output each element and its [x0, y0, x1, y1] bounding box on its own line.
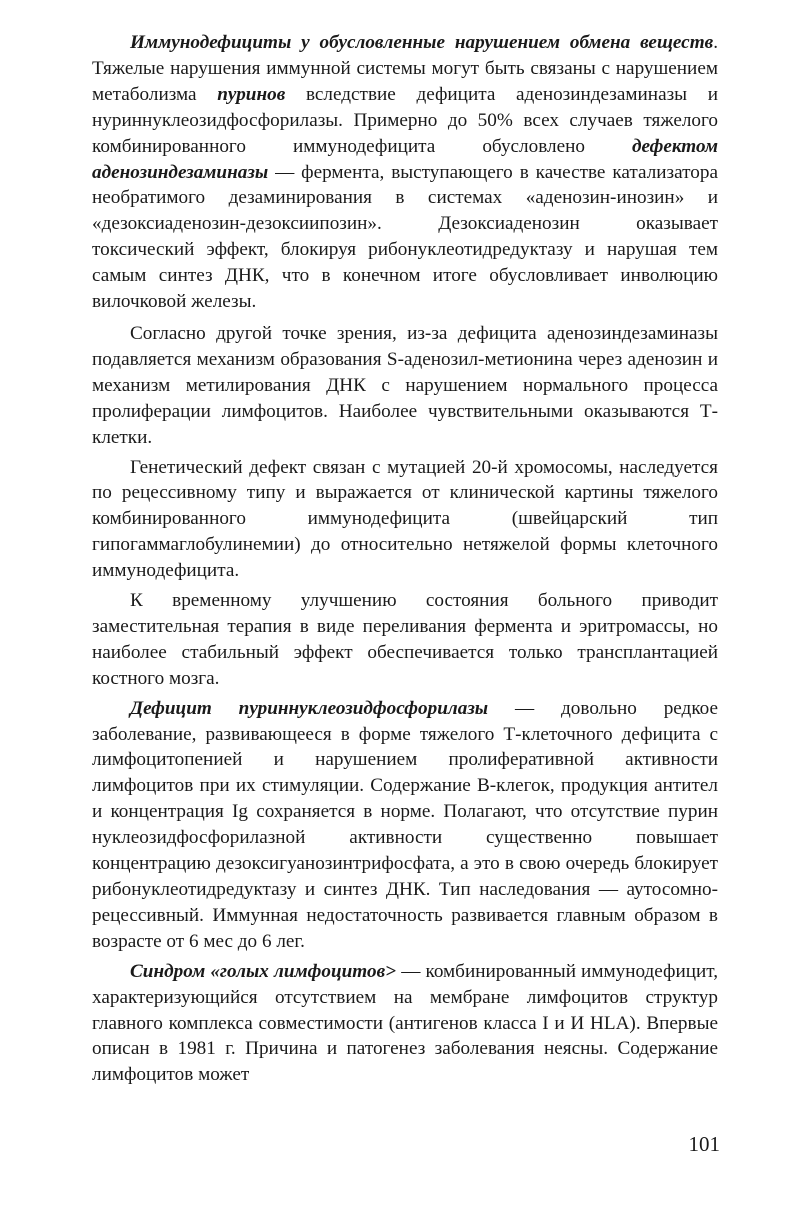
- paragraph-genetic-defect: Генетический дефект связан с мутацией 20-й хромосомы, наследуется по рецессивному типу и выражается от клинической картины тяжелого комбинированного иммунодефицита (швейцарский тип гипогаммаглобулинемии) до относительно нетяжелой формы клеточного иммунодефицита.: [92, 456, 718, 582]
- term-purines: пуринов: [217, 83, 286, 105]
- paragraph-text: — фермента, выступающего в качестве катализатора необратимого дезаминирования в системах «аденозин-инозин» и «дезоксиаденозин-дезоксиипозин». Дезоксиаденозин оказывает токсический эффект, блокируя рибонуклеотидредуктазу и нарушая тем самым синтез ДНК, что в конечном итоге обусловливает инволюцию вилочковой железы.: [92, 161, 718, 313]
- paragraph-text: . Тяжелые нарушения иммунной системы могут быть связаны с нарушением метаболизма: [92, 32, 718, 105]
- paragraph-text: вследствие дефицита аденозиндезаминазы и нуриннуклеозидфосфорилазы. Примерно до 50% всех случаев тяжелого комбинированного иммунодефицита обусловлено: [92, 83, 719, 157]
- paragraph-therapy: К временному улучшению состояния больного приводит заместительная терапия в виде переливания фермента и эритромассы, но наиболее стабильный эффект обеспечивается только трансплантацией костного мозга.: [92, 590, 718, 689]
- paragraph-text: — довольно редкое заболевание, развивающееся в форме тяжелого Т-клеточного дефицита с лимфоцитопенией и нарушением пролиферативной активности лимфоцитов при их стимуляции. Содержание В-клегок, продукция антител и концентрация Ig сохраняется в норме. Полагают, что отсутствие пурин нуклеозидфосфорилазной активности существенно повышает концентрацию дезоксигуанозинтрифосфата, а это в свою очередь блокирует рибонуклеотидредуктазу и синтез ДНК. Тип наследования — аутосомно-рецессивный. Иммунная недостаточность развивается главным образом в возрасте от 6 мес до 6 лег.: [92, 697, 719, 952]
- paragraph-text: — комбинированный иммунодефицит, характеризующийся отсутствием на мембране лимфоцитов структур главного комплекса совместимости (антигенов класса I и И HLA). Впервые описан в 1981 г. Причина и патогенез заболевания неясны. Содержание лимфоцитов может: [92, 960, 718, 1086]
- term-heading: Синдром «голых лимфоцитов>: [130, 960, 397, 982]
- paragraph-pnp-deficiency: [92, 696, 718, 955]
- paragraph-bare-lymphocyte-syndrome: [92, 959, 718, 1089]
- paragraph-immunodeficiency-metabolic: [92, 30, 718, 315]
- term-heading: Иммунодефициты у обусловленные нарушением обмена веществ: [130, 32, 714, 53]
- paragraph-alternative-view: Согласно другой точке зрения, из-за дефицита аденозиндезаминазы подавляется механизм образования S-аденозил-метионина через аденозин и механизм метилирования ДНК с нарушением нормального процесса пролиферации лимфоцитов. Наиболее чувствительными оказываются Т-клетки.: [92, 322, 718, 448]
- page-body: [92, 30, 718, 1092]
- term-heading: Дефицит пуриннуклеозидфосфорилазы: [130, 697, 489, 719]
- term-adenosine-deaminase-defect: дефектом аденозиндезаминазы: [92, 135, 718, 183]
- page-number: 101: [688, 1132, 720, 1156]
